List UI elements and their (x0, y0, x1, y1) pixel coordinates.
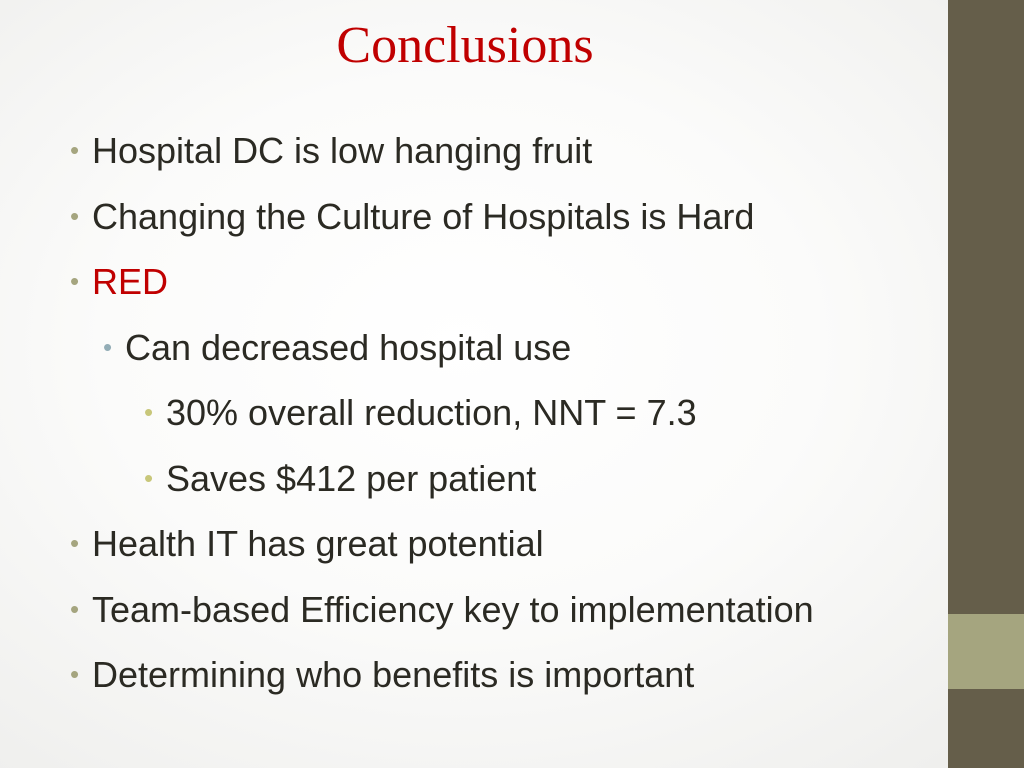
bullet-text: Determining who benefits is important (92, 654, 695, 695)
bullet-dot: • (70, 200, 80, 231)
bullet-dot: • (70, 266, 80, 296)
side-bar (948, 0, 1024, 768)
side-bar-accent (948, 614, 1024, 689)
bullet-text: Team-based Efficiency key to implementation (92, 588, 814, 630)
sub-sub-bullet-item (0, 380, 946, 446)
bullet-text: Health IT has great potential (92, 523, 544, 564)
bullet-list (0, 118, 946, 708)
bullet-item (0, 577, 946, 643)
bullet-dot: • (70, 135, 80, 165)
sub-sub-bullet-item (0, 446, 946, 512)
sub-sub-bullet-text: 30% overall reduction, NNT = 7.3 (166, 392, 697, 433)
bullet-item (0, 118, 946, 184)
bullet-dot: • (70, 659, 80, 689)
bullet-item (0, 511, 946, 577)
bullet-item (0, 642, 946, 708)
bullet-item (0, 249, 946, 315)
sub-sub-bullet-text: Saves $412 per patient (166, 457, 537, 499)
bullet-dot: • (103, 331, 113, 362)
bullet-text-red: RED (92, 261, 169, 302)
bullet-item (0, 184, 946, 250)
bullet-dot: • (144, 462, 154, 493)
bullet-dot: • (70, 528, 80, 558)
slide-title: Conclusions (336, 17, 594, 74)
sub-bullet-item (0, 315, 946, 381)
bullet-text: Hospital DC is low hanging fruit (92, 130, 593, 171)
bullet-dot: • (144, 397, 154, 427)
sub-bullet-text: Can decreased hospital use (125, 326, 572, 368)
bullet-dot: • (70, 593, 80, 624)
bullet-text: Changing the Culture of Hospitals is Hard (92, 195, 755, 237)
